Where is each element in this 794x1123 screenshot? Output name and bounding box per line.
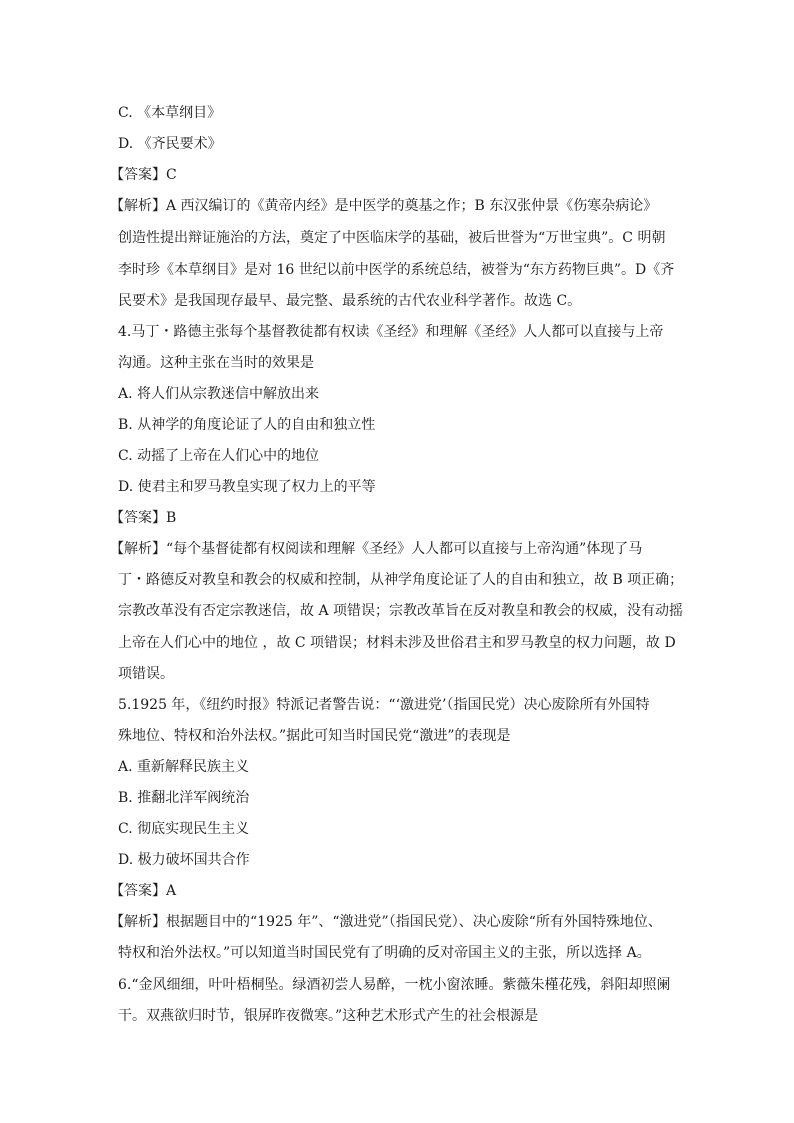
- answer-label: 【答案】B: [110, 510, 177, 526]
- question-4: 4.马丁・路德主张每个基督教徒都有权读《圣经》和理解《圣经》人人都可以直接与上帝: [118, 324, 664, 340]
- option-d: D. 《齐民要术》: [118, 136, 222, 152]
- analysis-line: 创造性提出辩证施治的方法，奠定了中医临床学的基础，被后世誉为“万世宝典”。C 明朝: [118, 230, 666, 246]
- analysis-line: 特权和治外法权。”可以知道当时国民党有了明确的反对帝国主义的主张，所以选择 A。: [118, 945, 651, 961]
- question-5: 5.1925 年，《纽约时报》特派记者警告说：“‘激进党’（指国民党）决心废除所有外国特: [118, 697, 650, 713]
- analysis-line: 【解析】根据题目中的“1925 年”、“激进党”（指国民党）、决心废除“所有外国特殊地位、: [110, 914, 662, 930]
- option-c: C. 彻底实现民生主义: [118, 821, 250, 837]
- option-c: C. 《本草纲目》: [118, 105, 222, 121]
- answer-label: 【答案】C: [110, 167, 177, 183]
- analysis-line: 【解析】A 西汉编订的《黄帝内经》是中医学的奠基之作；B 东汉张仲景《伤寒杂病论》: [110, 198, 658, 214]
- question-6-cont: 干。双燕欲归时节，银屏昨夜微寒。”这种艺术形式产生的社会根源是: [118, 1008, 539, 1024]
- option-c: C. 动摇了上帝在人们心中的地位: [118, 448, 320, 464]
- analysis-line: 民要术》是我国现存最早、最完整、最系统的古代农业科学著作。故选 C。: [118, 293, 582, 309]
- option-b: B. 从神学的角度论证了人的自由和独立性: [118, 417, 376, 433]
- analysis-line: 项错误。: [118, 666, 174, 682]
- option-d: D. 使君主和罗马教皇实现了权力上的平等: [118, 479, 376, 495]
- option-b: B. 推翻北洋军阀统治: [118, 790, 250, 806]
- answer-label: 【答案】A: [110, 883, 177, 899]
- question-5-cont: 殊地位、特权和治外法权。”据此可知当时国民党“激进”的表现是: [118, 728, 511, 744]
- analysis-line: 李时珍《本草纲目》是对 16 世纪以前中医学的系统总结，被誉为“东方药物巨典”。D《齐: [118, 262, 675, 278]
- option-a: A. 重新解释民族主义: [118, 759, 250, 775]
- analysis-line: 上帝在人们心中的地位 ，故 C 项错误；材料未涉及世俗君主和罗马教皇的权力问题，故 D: [118, 635, 676, 651]
- option-a: A. 将人们从宗教迷信中解放出来: [118, 386, 320, 402]
- option-d: D. 极力破坏国共合作: [118, 852, 250, 868]
- question-6: 6.“金风细细，叶叶梧桐坠。绿酒初尝人易醉，一枕小窗浓睡。紫薇朱槿花残，斜阳却照阑: [118, 977, 671, 993]
- analysis-line: 宗教改革没有否定宗教迷信，故 A 项错误；宗教改革旨在反对教皇和教会的权威，没有动摇: [118, 603, 684, 619]
- question-4-cont: 沟通。这种主张在当时的效果是: [118, 355, 314, 371]
- analysis-line: 丁・路德反对教皇和教会的权威和控制，从神学角度论证了人的自由和独立，故 B 项正确；: [118, 572, 684, 588]
- analysis-line: 【解析】“每个基督徒都有权阅读和理解《圣经》人人都可以直接与上帝沟通”体现了马: [110, 541, 643, 557]
